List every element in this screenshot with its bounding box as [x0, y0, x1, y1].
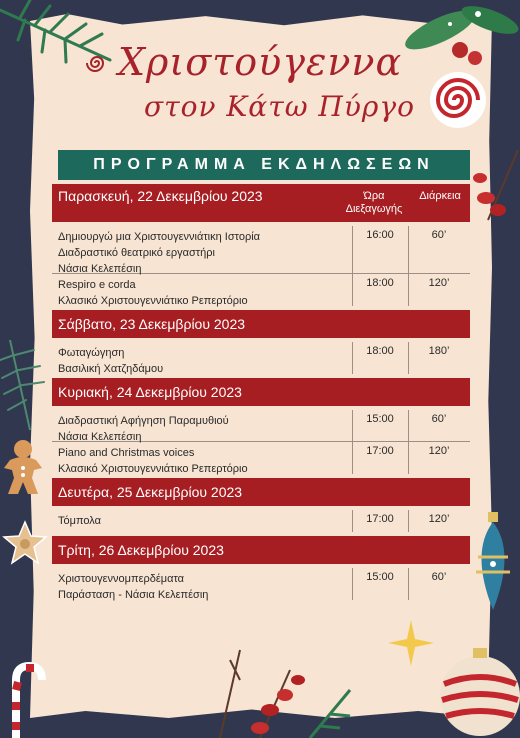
- program-header: ΠΡΟΓΡΑΜΜΑ ΕΚΔΗΛΩΣΕΩΝ: [58, 150, 470, 180]
- event-line: Νάσια Κελεπέσιη: [58, 431, 142, 443]
- column-header-duration: Διάρκεια: [419, 190, 461, 202]
- event-line: Φωταγώγηση: [58, 347, 125, 359]
- event-duration: 60’: [431, 229, 447, 241]
- event-line: Νάσια Κελεπέσιη: [58, 263, 142, 275]
- berry-branch-right-decoration: [468, 150, 520, 230]
- event-time: 16:00: [366, 229, 394, 241]
- event-line: Respiro e corda: [58, 279, 136, 291]
- event-row: [52, 274, 470, 306]
- title-line-1: Χριστούγεννα: [118, 40, 403, 84]
- event-description: [58, 571, 208, 603]
- pine-branch-left-decoration: [0, 340, 50, 430]
- day-label: Σάββατο, 23 Δεκεμβρίου 2023: [58, 316, 246, 332]
- swirl-ornament-icon: [86, 52, 108, 74]
- event-description: [58, 229, 260, 277]
- event-row: [52, 568, 470, 600]
- day-header: [52, 536, 470, 564]
- event-description: [58, 513, 101, 529]
- event-line: Piano and Christmas voices: [58, 447, 195, 459]
- event-description: [58, 345, 163, 377]
- event-time: 17:00: [366, 445, 394, 457]
- gingerbread-man-icon: [2, 438, 44, 498]
- column-header-time: Ώρα Διεξαγωγής: [345, 190, 403, 215]
- event-line: Βασιλική Χατζηδάμου: [58, 363, 164, 375]
- event-time: 15:00: [366, 571, 394, 583]
- gold-star-icon: [388, 620, 434, 666]
- day-label: Τρίτη, 26 Δεκεμβρίου 2023: [58, 542, 224, 558]
- event-time: 18:00: [366, 345, 394, 357]
- event-row: [52, 226, 470, 274]
- event-duration: 180’: [428, 345, 450, 357]
- event-description: [58, 277, 248, 309]
- event-row: [52, 510, 470, 532]
- event-line: Παράσταση - Νάσια Κελεπέσιη: [58, 589, 209, 601]
- event-duration: 60’: [431, 413, 447, 425]
- day-header: [52, 378, 470, 406]
- event-description: [58, 445, 248, 477]
- day-label: Παρασκευή, 22 Δεκεμβρίου 2023: [58, 188, 263, 204]
- event-time: 18:00: [366, 277, 394, 289]
- day-header: [52, 478, 470, 506]
- event-line: Τόμπολα: [58, 515, 102, 527]
- event-row: [52, 442, 470, 474]
- event-line: Δημιουργώ μια Χριστουγεννιάτικη Ιστορία: [58, 231, 261, 243]
- day-header: [52, 184, 470, 222]
- event-duration: 120’: [428, 277, 450, 289]
- day-label: Κυριακή, 24 Δεκεμβρίου 2023: [58, 384, 242, 400]
- event-duration: 120’: [428, 513, 450, 525]
- event-duration: 60’: [431, 571, 447, 583]
- event-description: [58, 413, 229, 445]
- berry-branch-bottom-decoration: [200, 640, 360, 738]
- event-line: Διαδραστική Αφήγηση Παραμυθιού: [58, 415, 229, 427]
- day-label: Δευτέρα, 25 Δεκεμβρίου 2023: [58, 484, 243, 500]
- event-line: Χριστουγεννομπερδέματα: [58, 573, 185, 585]
- day-header: [52, 310, 470, 338]
- event-row: [52, 410, 470, 442]
- event-duration: 120’: [428, 445, 450, 457]
- peppermint-candy-icon: [428, 70, 488, 130]
- striped-bauble-icon: [438, 640, 520, 738]
- event-line: Κλασικό Χριστουγεννιάτικο Ρεπερτόριο: [58, 295, 248, 307]
- title-line-2: στον Κάτω Πύργο: [144, 90, 415, 123]
- star-cookie-icon: [2, 520, 48, 566]
- candy-cane-icon: [2, 660, 52, 738]
- event-row: [52, 342, 470, 374]
- event-line: Κλασικό Χριστουγεννιάτικο Ρεπερτόριο: [58, 463, 248, 475]
- event-time: 17:00: [366, 513, 394, 525]
- bauble-ornament-icon: [468, 512, 520, 612]
- event-line: Διαδραστικό θεατρικό εργαστήρι: [58, 247, 215, 259]
- event-time: 15:00: [366, 413, 394, 425]
